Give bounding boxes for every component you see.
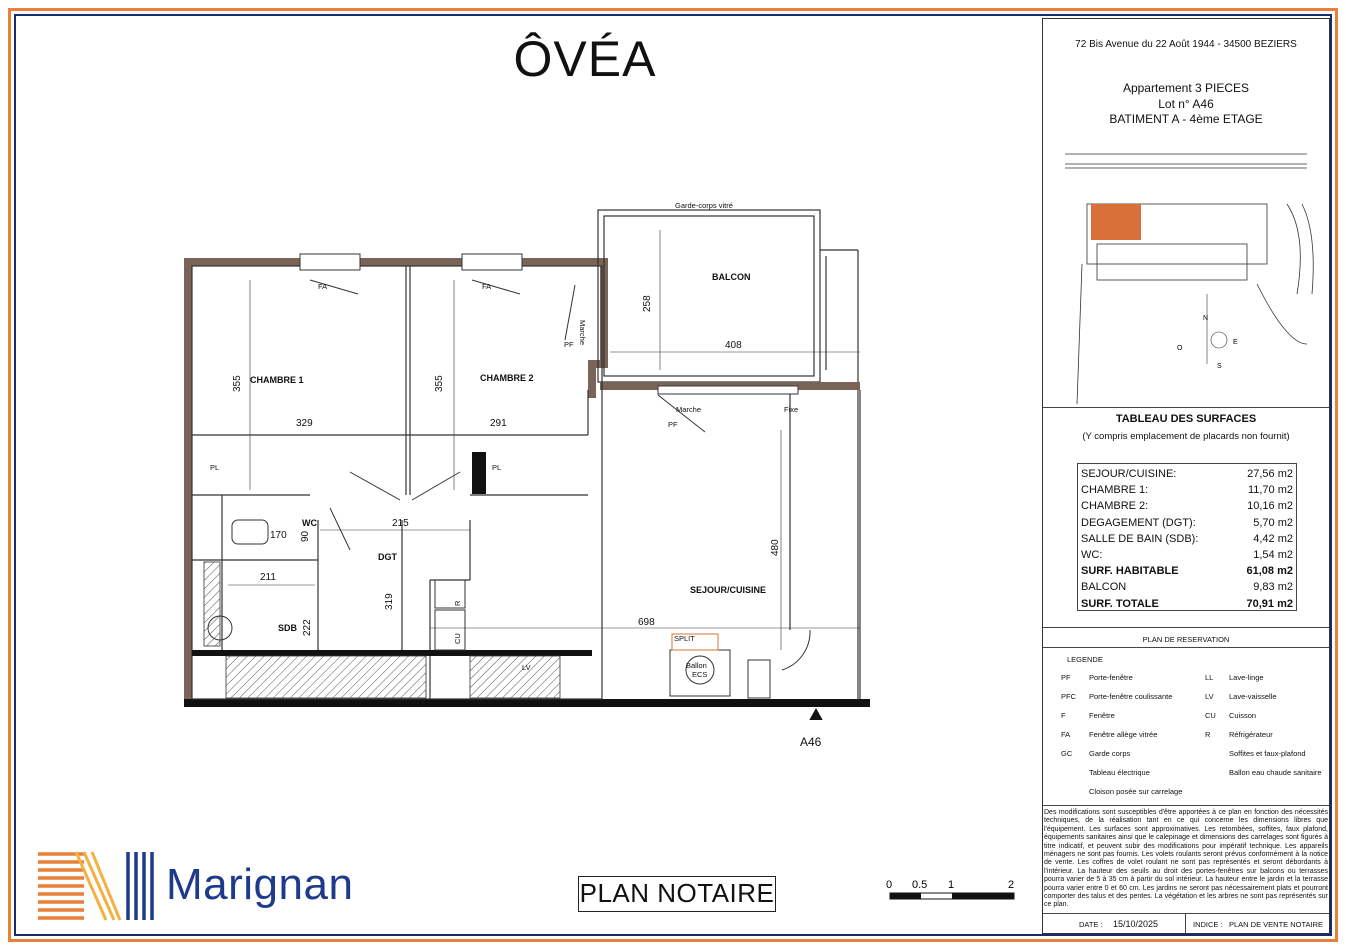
legend-code: PF bbox=[1061, 673, 1071, 682]
index-label: INDICE : bbox=[1193, 920, 1223, 929]
annotation-marche-2: Marche bbox=[676, 405, 702, 414]
legend-code: GC bbox=[1061, 749, 1073, 758]
surface-value: 27,56 m2 bbox=[1247, 468, 1293, 480]
annotation-ballon: Ballon bbox=[686, 661, 707, 670]
lot-number: Lot n° A46 bbox=[1158, 96, 1214, 111]
scale-tick-1: 1 bbox=[948, 879, 955, 891]
legend-label: Soffites et faux-plafond bbox=[1229, 749, 1306, 758]
surface-value: 11,70 m2 bbox=[1247, 484, 1293, 497]
scale-tick-2: 2 bbox=[1008, 879, 1015, 891]
exterior-walls bbox=[184, 258, 608, 705]
surface-value: 70,91 m2 bbox=[1246, 597, 1293, 610]
surface-row bbox=[1081, 596, 1293, 612]
dim-balcon-width: 408 bbox=[725, 340, 742, 351]
compass-n: N bbox=[1203, 315, 1209, 322]
soffit-kitchen bbox=[470, 656, 560, 698]
dim-sdb-depth: 222 bbox=[302, 619, 313, 636]
surface-label: SALLE DE BAIN (SDB): bbox=[1081, 532, 1199, 545]
surface-label: DEGAGEMENT (DGT): bbox=[1081, 516, 1196, 529]
surface-value: 10,16 m2 bbox=[1247, 500, 1293, 513]
date-label: DATE : bbox=[1079, 920, 1103, 929]
surface-row bbox=[1081, 466, 1293, 482]
surface-value: 5,70 m2 bbox=[1253, 516, 1293, 529]
compass-e: E bbox=[1233, 339, 1238, 346]
site-map bbox=[1057, 144, 1317, 404]
annotation-cu: CU bbox=[453, 633, 462, 644]
dim-dgt-width: 215 bbox=[392, 518, 409, 529]
surface-row bbox=[1081, 498, 1293, 514]
plan-notaire-label: PLAN NOTAIRE bbox=[578, 876, 776, 912]
legend-label: Fenêtre allège vitrée bbox=[1089, 730, 1158, 739]
annotation-pl-1: PL bbox=[210, 463, 220, 472]
surface-row bbox=[1081, 515, 1293, 531]
surface-label: CHAMBRE 1: bbox=[1081, 484, 1149, 497]
annotation-pf-2: PF bbox=[668, 420, 678, 429]
legend-code: CU bbox=[1205, 711, 1216, 720]
info-panel bbox=[1042, 18, 1330, 934]
surface-row bbox=[1081, 563, 1293, 579]
reservation-title: PLAN DE RESERVATION bbox=[1142, 635, 1230, 644]
annotation-pl-2: PL bbox=[492, 463, 502, 472]
legend-label: Porte-fenêtre coulissante bbox=[1089, 692, 1173, 701]
disclaimer-notes: Des modifications sont susceptibles d'être apportées à ce plan en fonction des nécessités techniques, de la réalisation tant en ce qui concerne les dimensions libres que l'équipement. Les surfaces sont approximatives. Les retombées, soffites, faux plafond, équipements sanitaires ainsi que le calepinage et dimensions des carrelages sont figurés à titre indicatif, et peuvent subir des modifications pour impératif technique. Les appareils ménagers ne sont pas fournis. Les volets roulants seront prévus conformément à la notice de vente. Les coffres de volet roulant ne sont pas représentés et seront débordants à l'intérieur. La hauteur des seuils au droit des portes-fenêtres sur balcons ou terrasses pourra varier de 5 à 35 cm à partir du sol intérieur. La hauteur entre le jardin et la terrasse pourra varier entre 0 et 60 cm. Les jardins ne seront pas nécessairement plats et pourront comporter des talus et des pentes. La végétation et les arbres ne sont pas représentés sur ce plan. bbox=[1044, 809, 1328, 909]
surfaces-table bbox=[1077, 463, 1297, 611]
surface-label: SEJOUR/CUISINE: bbox=[1081, 468, 1177, 480]
annotation-lv: LV bbox=[522, 663, 531, 672]
south-wall bbox=[184, 699, 870, 707]
dim-chambre2-height: 355 bbox=[434, 375, 445, 392]
surface-value: 61,08 m2 bbox=[1246, 565, 1293, 578]
legend-code: FA bbox=[1061, 730, 1071, 739]
marignan-logo-icon bbox=[36, 850, 156, 922]
door-swings bbox=[310, 280, 810, 670]
balcony-outline bbox=[598, 210, 858, 700]
annotation-pf-1: PF bbox=[564, 340, 574, 349]
dim-sdb-width: 211 bbox=[260, 572, 276, 583]
compass-o: O bbox=[1177, 345, 1183, 352]
legend-label: Cuisson bbox=[1229, 711, 1257, 720]
interior-walls bbox=[192, 266, 860, 699]
soffit-sdb bbox=[226, 656, 426, 698]
date-value: 15/10/2025 bbox=[1113, 919, 1159, 929]
project-title: ÔVÉA bbox=[513, 31, 657, 87]
annotation-fa-2: FA bbox=[482, 282, 492, 291]
surface-label: SURF. HABITABLE bbox=[1081, 565, 1179, 578]
footer-divider bbox=[1185, 914, 1186, 934]
legend-label: Ballon eau chaude sanitaire bbox=[1229, 768, 1322, 777]
surface-value: 1,54 m2 bbox=[1253, 549, 1293, 562]
dim-wc-depth: 90 bbox=[300, 530, 311, 542]
legend-code: LV bbox=[1205, 692, 1214, 701]
divider-notes bbox=[1043, 805, 1329, 806]
room-chambre-2: CHAMBRE 2 bbox=[480, 373, 534, 383]
annotation-fa-1: FA bbox=[318, 282, 328, 291]
dim-balcon-depth: 258 bbox=[642, 295, 653, 312]
brand-name: Marignan bbox=[166, 860, 354, 909]
dim-dgt-length: 319 bbox=[384, 593, 395, 610]
index-value: PLAN DE VENTE NOTAIRE bbox=[1229, 920, 1324, 929]
surface-label: BALCON bbox=[1081, 581, 1127, 594]
kitchen-wall bbox=[192, 650, 592, 656]
dim-chambre1-height: 355 bbox=[232, 375, 243, 392]
scale-tick-0: 0 bbox=[886, 879, 893, 891]
apartment-info bbox=[1043, 81, 1329, 128]
annotation-split: SPLIT bbox=[674, 634, 695, 643]
annotation-r: R bbox=[453, 600, 462, 606]
legend-label: Tableau électrique bbox=[1089, 768, 1150, 777]
divider-legend bbox=[1043, 647, 1329, 648]
dim-sejour-width: 698 bbox=[638, 617, 655, 628]
room-balcon: BALCON bbox=[712, 272, 751, 282]
address: 72 Bis Avenue du 22 Août 1944 - 34500 BEZIERS bbox=[1075, 39, 1297, 50]
apartment-type: Appartement 3 PIECES bbox=[1122, 81, 1250, 95]
divider-reservation bbox=[1043, 627, 1329, 628]
legend-label: Porte-fenêtre bbox=[1089, 673, 1133, 682]
legend-label: Cloison posée sur carrelage bbox=[1089, 787, 1183, 796]
surface-value: 4,42 m2 bbox=[1253, 532, 1293, 545]
annotation-ecs: ECS bbox=[692, 670, 708, 679]
surfaces-subtitle: (Y compris emplacement de placards non fournit) bbox=[1082, 431, 1290, 442]
dim-chambre1-width: 329 bbox=[296, 418, 313, 429]
surface-row bbox=[1081, 579, 1293, 595]
surface-row bbox=[1081, 482, 1293, 498]
surface-label: SURF. TOTALE bbox=[1081, 597, 1159, 610]
room-chambre-1: CHAMBRE 1 bbox=[250, 375, 304, 385]
legend-code: R bbox=[1205, 730, 1211, 739]
dim-chambre2-width: 291 bbox=[490, 418, 507, 429]
legend-label: Fenêtre bbox=[1089, 711, 1115, 720]
room-dgt: DGT bbox=[378, 552, 397, 562]
legend-label: Garde corps bbox=[1089, 749, 1131, 758]
room-sdb: SDB bbox=[278, 623, 298, 633]
dim-sejour-depth: 480 bbox=[770, 539, 781, 556]
entrance-arrow-icon bbox=[806, 708, 826, 720]
legend-code: PFC bbox=[1061, 692, 1076, 701]
legend-code: F bbox=[1061, 711, 1066, 720]
soffit-shower bbox=[204, 562, 220, 646]
annotation-garde-corps: Garde-corps vitré bbox=[675, 201, 733, 210]
surface-label: WC: bbox=[1081, 549, 1103, 562]
annotation-fixe: Fixe bbox=[784, 405, 799, 414]
compass-s: S bbox=[1217, 363, 1222, 370]
footer bbox=[1043, 913, 1329, 934]
room-wc: WC bbox=[302, 518, 317, 528]
scale-bar bbox=[886, 876, 1018, 908]
column bbox=[472, 452, 486, 494]
annotation-marche-1: Marche bbox=[578, 320, 587, 346]
dim-wc-width: 170 bbox=[270, 530, 287, 541]
lot-highlight bbox=[1091, 204, 1141, 240]
legend-label: Lave-linge bbox=[1229, 673, 1264, 682]
scale-tick-05: 0.5 bbox=[912, 879, 928, 891]
surface-label: CHAMBRE 2: bbox=[1081, 500, 1149, 513]
divider-surfaces bbox=[1043, 407, 1329, 408]
surfaces-title: TABLEAU DES SURFACES bbox=[1115, 413, 1257, 425]
legend-label: Réfrigérateur bbox=[1229, 730, 1273, 739]
room-sejour-cuisine: SEJOUR/CUISINE bbox=[690, 585, 767, 595]
legend-label: Lave-vaisselle bbox=[1229, 692, 1277, 701]
surface-row bbox=[1081, 531, 1293, 547]
surface-row bbox=[1081, 547, 1293, 563]
legend-title: LEGENDE bbox=[1067, 655, 1103, 664]
surface-value: 9,83 m2 bbox=[1253, 581, 1293, 594]
building-floor: BATIMENT A - 4ème ETAGE bbox=[1109, 112, 1263, 126]
floor-plan bbox=[170, 190, 870, 720]
legend-code: LL bbox=[1205, 673, 1214, 682]
lot-tag: A46 bbox=[800, 735, 822, 749]
